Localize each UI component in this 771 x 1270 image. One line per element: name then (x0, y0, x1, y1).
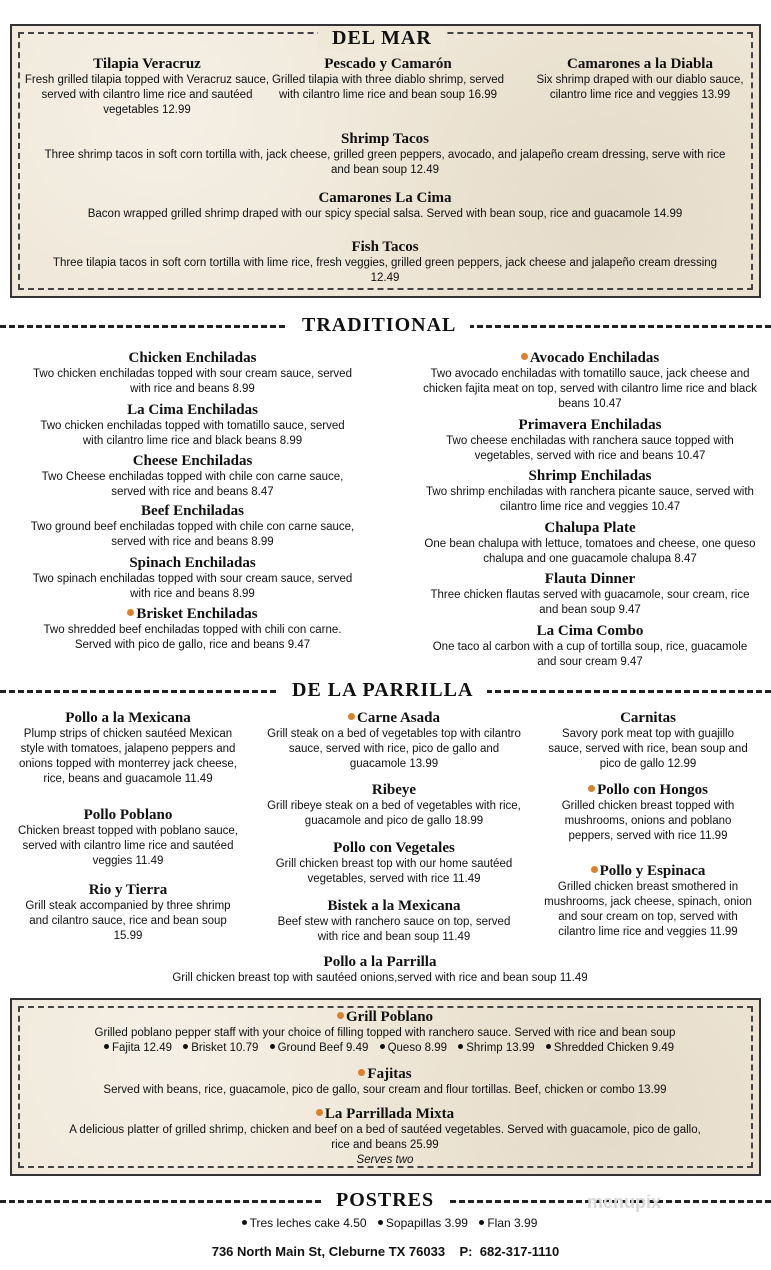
menu-item (18, 882, 238, 944)
bullet-icon (270, 1044, 275, 1049)
item-name: Pescado y Camarón (324, 56, 452, 72)
item-desc: Two spinach enchiladas topped with sour cream sauce, served with rice and beans 8.99 (32, 573, 353, 600)
menu-item (266, 898, 522, 945)
menu-item (544, 782, 752, 844)
item-name: Avocado Enchiladas (422, 350, 758, 367)
traditional-title: TRADITIONAL (288, 314, 470, 337)
menu-item (422, 468, 758, 515)
menu-item (266, 840, 522, 887)
item-name: Carne Asada (266, 710, 522, 727)
item-name: La Cima Combo (536, 623, 644, 639)
item-desc: Savory pork meat top with guajillo sauce, served with rice, bean soup and pico de gallo 12.99 (548, 728, 748, 770)
item-desc: Grilled chicken breast smothered in mushrooms, jack cheese, spinach, onion and sour cream on top, served with cilantro lime rice and veggies 11.99 (544, 881, 752, 938)
menu-item (422, 520, 758, 567)
menu-item (266, 710, 522, 772)
item-desc: Two cheese enchiladas with ranchera sauce topped with vegetables, served with rice and beans 10.47 (446, 435, 734, 462)
item-name: Rio y Tierra (88, 882, 168, 898)
new-item-dot-icon (588, 785, 595, 792)
new-item-dot-icon (521, 353, 528, 360)
menu-item (40, 239, 730, 286)
item-name: Primavera Enchiladas (518, 417, 662, 433)
bullet-icon (458, 1044, 463, 1049)
item-desc: Three chicken flautas served with guacamole, sour cream, rice and bean soup 9.47 (430, 589, 750, 616)
item-name: Camarones La Cima (318, 190, 452, 206)
menu-item (30, 350, 355, 397)
dessert-item: Tres leches cake 4.50 (249, 1216, 367, 1230)
item-desc: Grilled tilapia with three diablo shrimp, served with cilantro lime rice and bean soup 16.99 (271, 74, 505, 101)
menu-item (18, 710, 238, 787)
menu-item (544, 710, 752, 772)
item-name: La Parrillada Mixta (60, 1106, 710, 1123)
menu-item (422, 350, 758, 412)
item-desc: Two Cheese enchiladas topped with chile con carne sauce, served with rice and beans 8.47 (41, 471, 344, 498)
item-name: Pollo con Hongos (544, 782, 752, 799)
bullet-icon (546, 1044, 551, 1049)
item-desc: Grill chicken breast top with our home sautéed vegetables, served with rice 11.49 (275, 858, 513, 885)
item-desc: Grill ribeye steak on a bed of vegetables with rice, guacamole and pico de gallo 18.99 (267, 800, 521, 827)
item-desc: Served with beans, rice, guacamole, pico de gallo, sour cream and flour tortillas. Beef, chicken or combo 13.99 (103, 1084, 667, 1096)
item-desc: Three tilapia tacos in soft corn tortilla with lime rice, fresh veggies, grilled green peppers, jack cheese and jalapeño cream dressing 12.49 (52, 257, 718, 284)
item-name: Shrimp Enchiladas (528, 468, 652, 484)
bullet-icon (479, 1220, 484, 1225)
menu-item (30, 606, 355, 653)
option: Shredded Chicken 9.49 (553, 1042, 675, 1054)
option: Brisket 10.79 (191, 1042, 259, 1054)
item-name: Flauta Dinner (544, 571, 636, 587)
item-desc: One taco al carbon with a cup of tortilla soup, rice, guacamole and sour cream 9.47 (432, 641, 748, 668)
menu-item (30, 555, 355, 602)
item-desc: Two ground beef enchiladas topped with chile con carne sauce, served with rice and beans 8.99 (30, 521, 355, 548)
item-desc: Chicken breast topped with poblano sauce, served with cilantro lime rice and sautéed veggies 11.49 (18, 825, 238, 867)
option: Queso 8.99 (387, 1042, 448, 1054)
bullet-icon (380, 1044, 385, 1049)
item-name: Pollo y Espinaca (540, 863, 756, 880)
del-mar-title: DEL MAR (318, 27, 446, 50)
menu-item (30, 453, 355, 500)
item-desc: Grill chicken breast top with sautéed onions,served with rice and bean soup 11.49 (172, 972, 588, 984)
new-item-dot-icon (358, 1069, 365, 1076)
item-name: Spinach Enchiladas (129, 555, 256, 571)
item-desc: Two chicken enchiladas topped with tomatillo sauce, served with cilantro lime rice and black beans 8.99 (40, 420, 345, 447)
item-name: Ribeye (371, 782, 417, 798)
item-name: Chalupa Plate (544, 520, 636, 536)
bullet-icon (183, 1044, 188, 1049)
serves-note: Serves two (356, 1154, 414, 1166)
menu-item (30, 1066, 740, 1098)
item-desc: Grill steak on a bed of vegetables top with cilantro sauce, served with rice, pico de gallo and guacamole 13.99 (267, 728, 521, 770)
item-name: Pollo a la Parrilla (323, 954, 437, 970)
menu-item (530, 56, 750, 103)
item-desc: Grilled poblano pepper staff with your choice of filling topped with ranchero sauce. Served with rice and bean soup (94, 1027, 676, 1039)
item-name: Pollo con Vegetales (333, 840, 455, 856)
option: Ground Beef 9.49 (277, 1042, 369, 1054)
item-desc: Two shrimp enchiladas with ranchera picante sauce, served with cilantro lime rice and veggies 10.47 (426, 486, 754, 513)
menu-item (18, 807, 238, 869)
item-desc: Grill steak accompanied by three shrimp and cilantro sauce, rice and bean soup 15.99 (25, 900, 231, 942)
item-name: Chicken Enchiladas (128, 350, 257, 366)
filling-options (30, 1041, 740, 1056)
option: Shrimp 13.99 (466, 1042, 535, 1054)
bullet-icon (104, 1044, 109, 1049)
footer-address: 736 North Main St, Cleburne TX 76033 P: 682-317-1110 (211, 1244, 560, 1259)
menu-item (30, 503, 355, 550)
item-desc: Three shrimp tacos in soft corn tortilla with, jack cheese, grilled green peppers, avocado, and jalapeño cream dressing, serve with rice and bean soup 12.49 (44, 149, 726, 176)
menu-item (422, 417, 758, 464)
menu-item (422, 571, 758, 618)
item-name: Grill Poblano (30, 1009, 740, 1026)
item-desc: Grilled chicken breast topped with mushrooms, onions and poblano peppers, served with rice 11.99 (561, 800, 735, 842)
postres-list (0, 1216, 771, 1230)
item-desc: Six shrimp draped with our diablo sauce, cilantro lime rice and veggies 13.99 (536, 74, 744, 101)
item-name: Pollo a la Mexicana (65, 710, 191, 726)
item-name: Fajitas (30, 1066, 740, 1083)
item-name: Tilapia Veracruz (93, 56, 201, 72)
item-name: Cheese Enchiladas (132, 453, 253, 469)
item-desc: Two chicken enchiladas topped with sour cream sauce, served with rice and beans 8.99 (33, 368, 352, 395)
menu-item (22, 56, 272, 118)
item-name: Bistek a la Mexicana (327, 898, 461, 914)
watermark: menupix (586, 1192, 661, 1212)
menu-item (40, 131, 730, 178)
item-name: Fish Tacos (351, 239, 419, 255)
menu-item (60, 1106, 710, 1168)
item-desc: Beef stew with ranchero sauce on top, served with rice and bean soup 11.49 (277, 916, 511, 943)
item-name: Beef Enchiladas (141, 503, 244, 519)
item-desc: Fresh grilled tilapia topped with Veracruz sauce, served with cilantro lime rice and sautéed vegetables 12.99 (24, 74, 270, 116)
bullet-icon (242, 1220, 247, 1225)
item-name: Carnitas (620, 710, 676, 726)
menu-item (30, 402, 355, 449)
dessert-item: Sopapillas 3.99 (385, 1216, 468, 1230)
new-item-dot-icon (348, 713, 355, 720)
item-name: Camarones a la Diabla (567, 56, 713, 72)
item-name: Pollo Poblano (83, 807, 173, 823)
new-item-dot-icon (127, 609, 134, 616)
item-desc: Two shredded beef enchiladas topped with chili con carne. Served with pico de gallo, rice and beans 9.47 (43, 624, 342, 651)
item-desc: Bacon wrapped grilled shrimp draped with our spicy special salsa. Served with bean soup, rice and guacamole 14.99 (87, 208, 683, 220)
menu-item (422, 623, 758, 670)
item-desc: Two avocado enchiladas with tomatillo sauce, jack cheese and chicken fajita meat on top, served with cilantro lime rice and black beans 10.47 (423, 368, 757, 410)
item-name: La Cima Enchiladas (127, 402, 258, 418)
item-name: Shrimp Tacos (341, 131, 429, 147)
menu-item (30, 1009, 740, 1056)
bullet-icon (378, 1220, 383, 1225)
new-item-dot-icon (316, 1109, 323, 1116)
menu-item (268, 56, 508, 103)
menu-item (266, 782, 522, 829)
postres-title: POSTRES (322, 1189, 448, 1212)
parrilla-title: DE LA PARRILLA (278, 679, 487, 702)
menu-item (120, 954, 640, 986)
new-item-dot-icon (591, 866, 598, 873)
option: Fajita 12.49 (111, 1042, 173, 1054)
item-desc: Plump strips of chicken sautéed Mexican style with tomatoes, jalapeno peppers and onions topped with monterrey jack cheese, rice, beans and guacamole 11.49 (19, 728, 237, 785)
item-desc: One bean chalupa with lettuce, tomatoes and cheese, one queso chalupa and one guacamole chalupa 8.47 (424, 538, 756, 565)
dessert-item: Flan 3.99 (487, 1216, 538, 1230)
menu-item (30, 190, 740, 222)
item-desc: A delicious platter of grilled shrimp, chicken and beef on a bed of sautéed vegetables. Served with guacamole, pico de gallo, rice and beans 25.99 (69, 1124, 701, 1151)
menu-item (540, 863, 756, 940)
item-name: Brisket Enchiladas (30, 606, 355, 623)
new-item-dot-icon (337, 1012, 344, 1019)
